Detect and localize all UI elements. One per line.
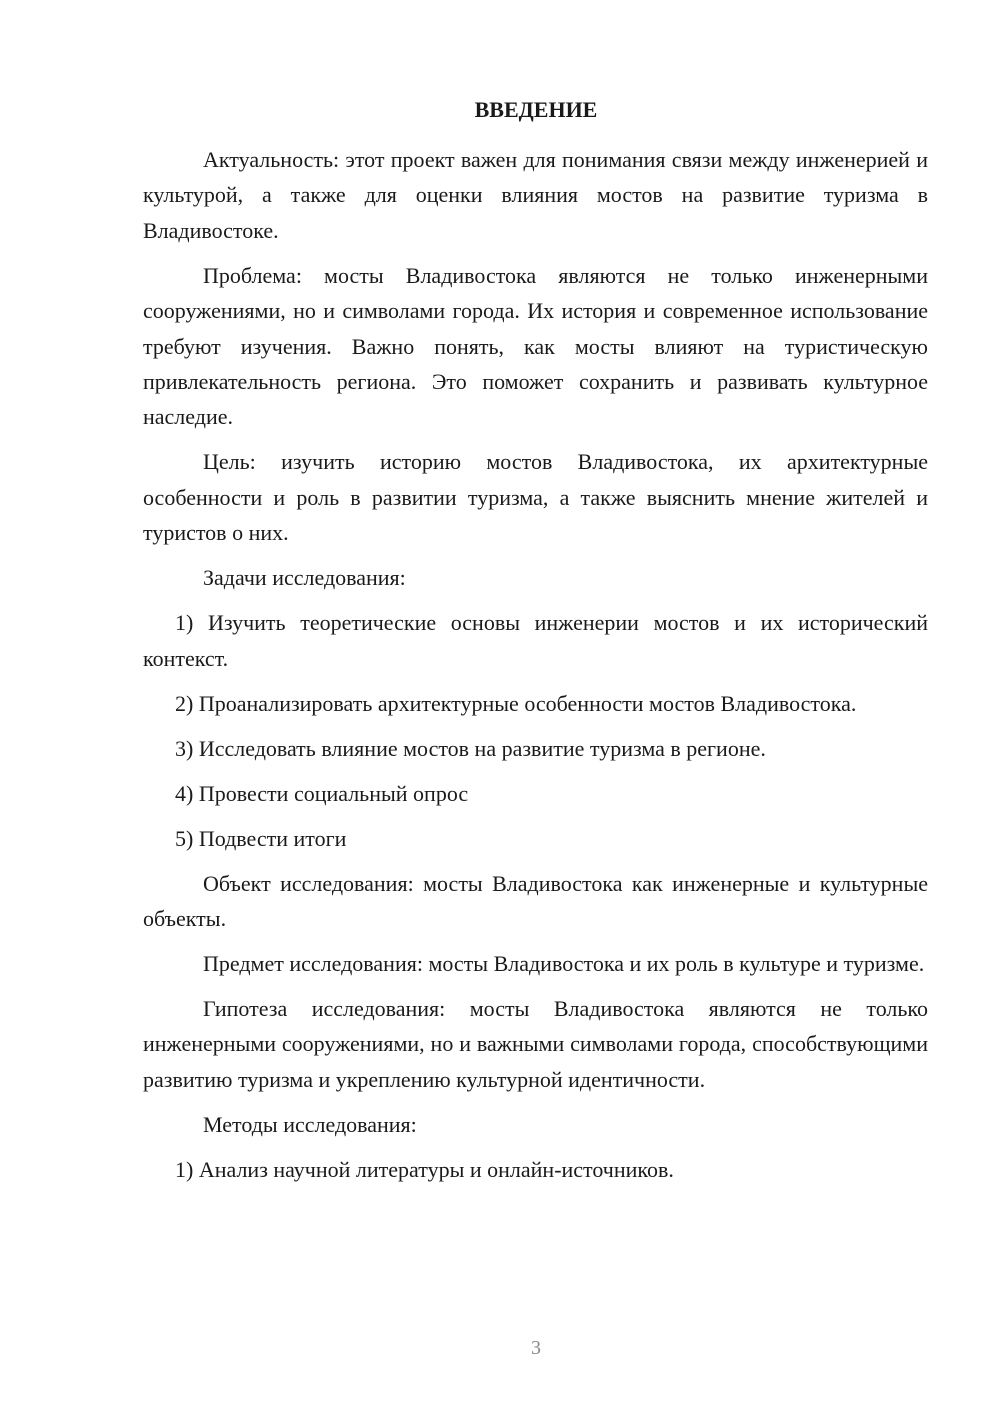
task-item-4: 4) Провести социальный опрос [175,780,469,806]
page-number: 3 [531,1337,541,1359]
paragraph-hypothesis: Гипотеза исследования: мосты Владивостока являются не только инженерными сооружениями, но и важными символами города, способствующими развитию туризма и укреплению культурной идентичности. [143,996,928,1092]
paragraph-relevance: Актуальность: этот проект важен для понимания связи между инженерией и культурой, а также для оценки влияния мостов на развитие туризма в Владивостоке. [143,147,928,243]
paragraph-methods-heading: Методы исследования: [203,1111,417,1137]
task-item-3: 3) Исследовать влияние мостов на развитие туризма в регионе. [175,735,766,761]
method-item-1: 1) Анализ научной литературы и онлайн-источников. [175,1156,674,1182]
section-title: ВВЕДЕНИЕ [474,97,598,122]
paragraph-object: Объект исследования: мосты Владивостока как инженерные и культурные объекты. [143,870,928,932]
paragraph-subject: Предмет исследования: мосты Владивостока и их роль в культуре и туризме. [203,951,925,977]
task-item-2: 2) Проанализировать архитектурные особенности мостов Владивостока. [175,690,857,716]
paragraph-tasks-heading: Задачи исследования: [203,565,406,591]
task-item-1: 1) Изучить теоретические основы инженерии мостов и их исторический контекст. [143,610,928,671]
document-body [143,142,928,1197]
paragraph-problem: Проблема: мосты Владивостока являются не только инженерными сооружениями, но и символами города. Их история и современное использование требуют изучения. Важно понять, как мосты влияют на туристическую привлекательность региона. Это поможет сохранить и развивать культурное наследие. [143,262,928,430]
paragraph-goal: Цель: изучить историю мостов Владивостока, их архитектурные особенности и роль в развитии туризма, а также выяснить мнение жителей и туристов о них. [143,449,928,546]
task-item-5: 5) Подвести итоги [175,825,347,851]
